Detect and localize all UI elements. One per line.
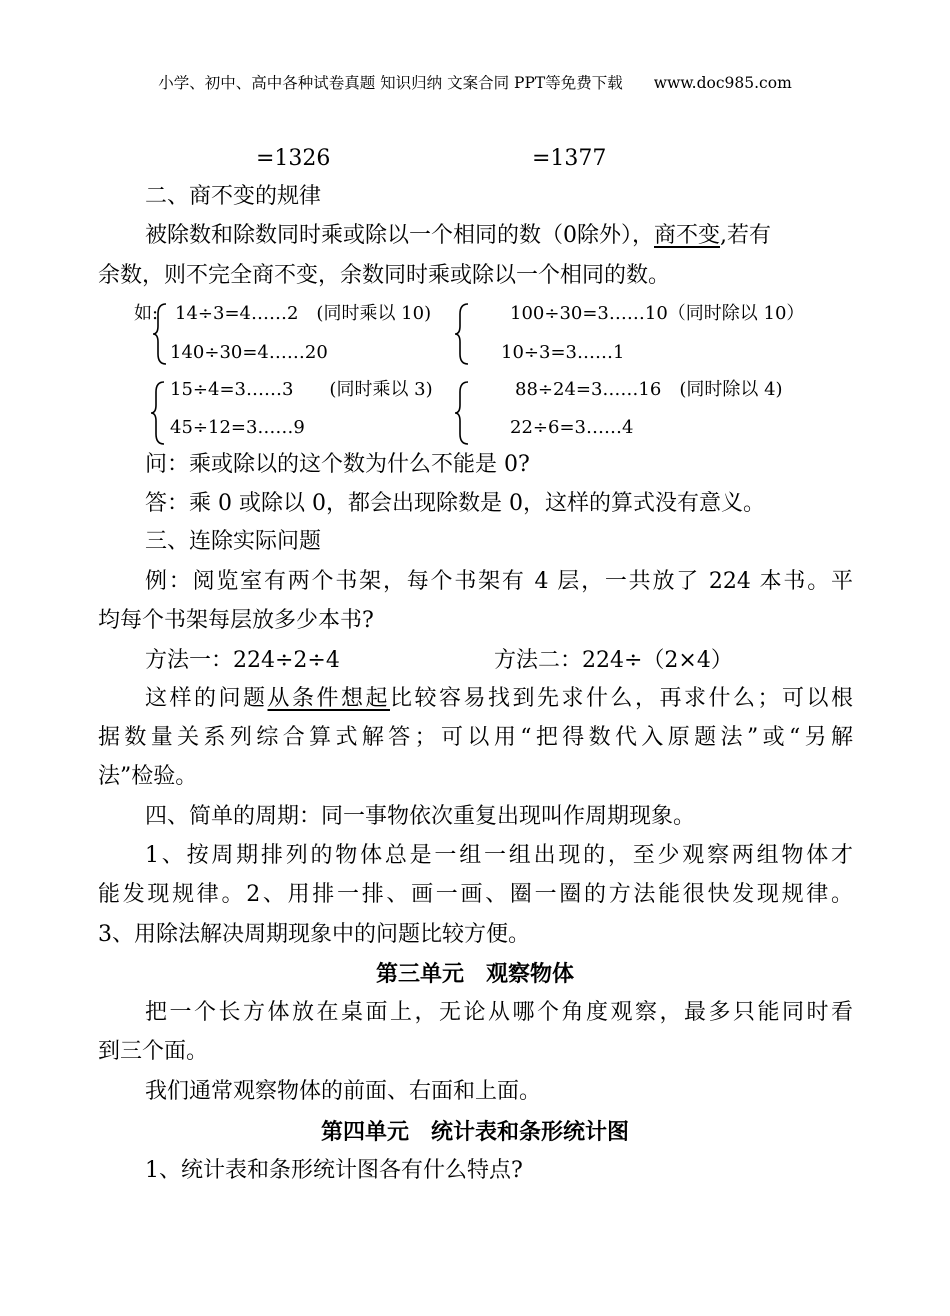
example-2-line-1: 100÷30=3……10（同时除以 10） — [510, 303, 805, 324]
unit3-line-1: 把一个长方体放在桌面上，无论从哪个角度观察，最多只能同时看 — [145, 1000, 853, 1025]
sec3-p1-text-end: 比较容易找到先求什么，再求什么；可以根 — [390, 686, 853, 711]
sec2-p1-text: 被除数和除数同时乘或除以一个相同的数（0除外）， — [145, 223, 654, 248]
unit3-line-2: 到三个面。 — [98, 1039, 209, 1064]
sec4-line-2: 能发现规律。2、用排一排、画一画、圈一圈的方法能很快发现规律。 — [98, 882, 853, 907]
left-brace-icon — [152, 302, 168, 366]
equation-result-1: =1326 — [256, 146, 331, 171]
section-3-title: 三、连除实际问题 — [145, 529, 322, 554]
example-4-line-1: 88÷24=3……16 (同时除以 4) — [515, 379, 783, 400]
method-two: 方法二：224÷（2×4） — [494, 648, 733, 673]
left-brace-icon — [454, 380, 470, 446]
sec2-paragraph-line-2: 余数，则不完全商不变，余数同时乘或除以一个相同的数。 — [98, 263, 671, 288]
example-prefix: 如: — [134, 303, 159, 324]
section-4-title: 四、简单的周期：同一事物依次重复出现叫作周期现象。 — [145, 804, 696, 829]
sec4-line-3: 3、用除法解决周期现象中的问题比较方便。 — [98, 922, 530, 947]
left-brace-icon — [454, 302, 470, 366]
sec3-paragraph-line-2: 据数量关系列综合算式解答；可以用“把得数代入原题法”或“另解 — [98, 725, 853, 750]
example-2-line-2: 10÷3=3……1 — [501, 342, 625, 363]
example-1-line-1: 14÷3=4……2 (同时乘以 10) — [175, 303, 432, 324]
left-brace-icon — [150, 380, 166, 446]
section-2-title: 二、商不变的规律 — [145, 184, 322, 209]
example-4-line-2: 22÷6=3……4 — [510, 417, 634, 438]
sec3-p1-text: 这样的问题 — [145, 686, 268, 711]
unit4-line-1: 1、统计表和条形统计图各有什么特点? — [145, 1158, 523, 1183]
unit-3-heading: 第三单元 观察物体 — [375, 961, 574, 987]
method-one: 方法一：224÷2÷4 — [145, 648, 340, 673]
unit-4-heading: 第四单元 统计表和条形统计图 — [320, 1119, 629, 1145]
sec3-example-line-1: 例：阅览室有两个书架，每个书架有 4 层，一共放了 224 本书。平 — [145, 569, 853, 594]
answer-line: 答：乘 0 或除以 0，都会出现除数是 0，这样的算式没有意义。 — [145, 491, 765, 516]
equation-result-2: =1377 — [532, 146, 607, 171]
example-3-line-1: 15÷4=3……3 (同时乘以 3) — [170, 379, 433, 400]
sec4-line-1: 1、按周期排列的物体总是一组一组出现的，至少观察两组物体才 — [145, 843, 853, 868]
sec3-example-line-2: 均每个书架每层放多少本书? — [98, 608, 374, 633]
sec2-paragraph-line-1 — [145, 222, 771, 250]
sec2-p1-underline: 商不变 — [654, 223, 721, 248]
example-3-line-2: 45÷12=3……9 — [170, 417, 305, 438]
question-line: 问：乘或除以的这个数为什么不能是 0? — [145, 452, 530, 477]
unit3-line-3: 我们通常观察物体的前面、右面和上面。 — [145, 1079, 542, 1104]
sec3-paragraph-line-3: 法”检验。 — [98, 764, 198, 789]
sec3-paragraph-line-1 — [145, 685, 853, 713]
sec3-p1-underline: 从条件想起 — [267, 686, 390, 711]
page-header: 小学、初中、高中各种试卷真题 知识归纳 文案合同 PPT等免费下载 www.doc985.com — [158, 74, 792, 92]
example-1-line-2: 140÷30=4……20 — [170, 342, 328, 363]
sec2-p1-text-end: ,若有 — [720, 223, 772, 248]
